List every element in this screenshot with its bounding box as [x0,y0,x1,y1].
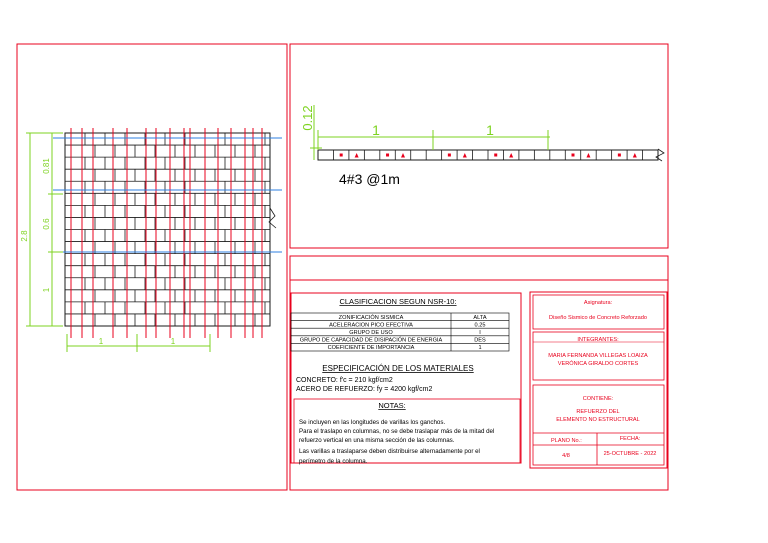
contains-value: ELEMENTO NO ESTRUCTURAL [556,417,640,423]
notes-title: NOTAS: [378,401,406,410]
sheet-value: 4/8 [562,453,570,459]
rebar-mark [618,154,621,157]
table-cell-value: 0.25 [474,322,486,329]
table-cell-label: ACELERACION PICO EFECTIVA [329,322,413,329]
title-block [530,292,667,468]
date-label: FECHA: [619,436,641,442]
sheet-label: PLANO No.: [551,438,582,444]
dim-label-bottom-2: 1 [170,337,176,346]
note-line: Se incluyen en las longitudes de varillas los ganchos. [299,419,446,426]
table-cell-value: I [479,330,481,336]
member-name: MARIA FERNANDA VILLEGAS LOAIZA [548,353,648,359]
table-cell-value: 1 [478,345,482,352]
dim-label-outer: 2.8 [20,230,29,242]
subject-label: Asignatura: [583,300,613,306]
sec-dim-label-a: 1 [372,122,380,138]
sec-dim-label-b: 1 [486,122,494,138]
dim-label-left-3: 1 [42,287,51,293]
subject-value: Diseño Sismico de Concreto Reforzado [549,315,647,321]
rebar-mark [463,153,467,158]
rebar-mark [355,153,359,158]
table-cell-label: GRUPO DE USO [349,330,393,336]
contains-value: REFUERZO DEL [576,409,620,415]
section-dim-labels [300,105,494,138]
rebar-mark [633,153,637,158]
materials-concrete: CONCRETO: f'c = 210 kgf/cm2 [296,377,393,384]
rebar-label: 4#3 @1m [339,171,400,187]
contains-label: CONTIENE: [582,396,614,402]
dim-label-bottom-1: 1 [98,337,104,346]
section-break-line [656,149,664,161]
dim-label-left-1: 0.81 [42,158,51,174]
materials-steel: ACERO DE REFUERZO: fy = 4200 kgf/cm2 [296,386,433,393]
rebar-mark [401,153,405,158]
sec-dim-label-left: 0.12 [300,105,315,131]
table-cell-label: GRUPO DE CAPACIDAD DE DISIPACIÓN DE ENERGIA [299,337,443,344]
rebar-mark [340,154,343,157]
members-label: INTEGRANTES: [577,337,619,343]
classification-title: CLASIFICACION SEGUN NSR-10: [339,297,457,306]
top-right-panel-frame [290,44,668,248]
note-line: Las varillas a traslaparse deben distribuirse alternadamente por el [299,448,480,455]
classification-box [291,293,521,465]
rebar-mark [586,153,590,158]
left-panel-frame [17,44,287,490]
classification-table [291,313,509,351]
table-cell-value: ALTA [473,314,487,321]
rebar-mark [572,154,575,157]
wall-dimensions [26,133,210,352]
table-cell-label: ZONIFICACIÓN SISMICA [338,314,404,321]
table-cell-value: DES [474,337,486,344]
note-line: refuerzo vertical en una misma sección de las columnas. [299,437,455,444]
table-cell-label: COEFICIENTE DE IMPORTANCIA [327,345,415,352]
section-detail [318,149,664,161]
dim-label-left-2: 0.6 [42,218,51,230]
rebar-mark [448,154,451,157]
rebar-mark [386,154,389,157]
wall-elevation [53,128,282,338]
rebar-mark [494,154,497,157]
note-line: perímetro de la columna. [299,458,368,465]
rebar-mark [509,153,513,158]
member-name: VERÓNICA GIRALDO CORTES [557,361,639,367]
section-dimensions [310,105,550,160]
notes-body [299,419,494,465]
note-line: Para el traslapo en columnas, no se debe traslapar más de la mitad del [299,428,495,435]
date-value: 25-OCTUBRE - 2022 [603,451,657,457]
materials-title: ESPECIFICACIÓN DE LOS MATERIALES [322,364,474,373]
